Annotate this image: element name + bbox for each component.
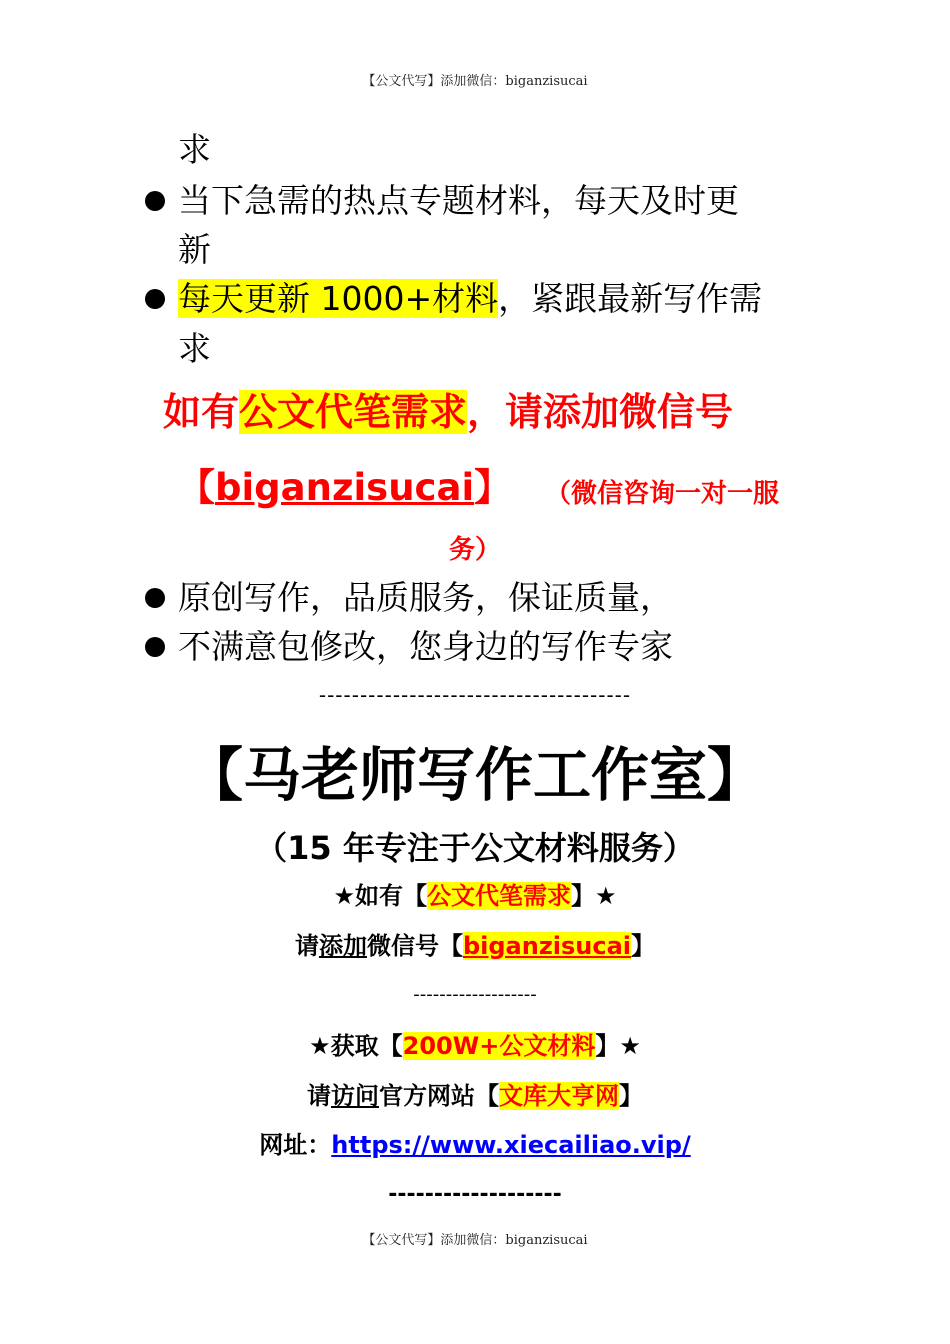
list-continuation: 求 bbox=[178, 130, 211, 169]
bracket-open: 【 bbox=[178, 466, 215, 509]
page-footer: 【公文代写】添加微信：biganzisucai bbox=[362, 1233, 588, 1248]
ad1-highlight: 公文代笔需求 bbox=[427, 882, 571, 910]
separator: ------------------- bbox=[413, 984, 537, 1005]
ad2-pre: 请 bbox=[294, 932, 319, 960]
ad4-mid: 官方网站【 bbox=[379, 1082, 499, 1110]
promo-consult-end: 务） bbox=[448, 535, 501, 565]
website-link[interactable]: https://www.xiecailiao.vip/ bbox=[331, 1131, 691, 1159]
ad3-highlight: 200W+公文材料 bbox=[402, 1032, 596, 1060]
promo-wechat bbox=[178, 464, 511, 512]
ad-line-5 bbox=[0, 1127, 950, 1163]
wechat-id[interactable]: biganzisucai bbox=[215, 466, 475, 509]
ad1-pre: ★如有【 bbox=[333, 882, 427, 910]
bullet-2-line2: 新 bbox=[178, 230, 211, 269]
ad4-underlined: 访问 bbox=[331, 1082, 379, 1110]
url-label: 网址： bbox=[259, 1131, 332, 1159]
bullet-4: 原创写作，品质服务，保证质量， bbox=[178, 578, 673, 617]
bullet-5: 不满意包修改，您身边的写作专家 bbox=[178, 627, 673, 666]
ad3-pre: ★获取【 bbox=[309, 1032, 403, 1060]
ad-line-1 bbox=[0, 878, 950, 914]
promo-post: ，请添加微信号 bbox=[467, 390, 734, 434]
bullet-2-line1: 当下急需的热点专题材料，每天及时更 bbox=[178, 181, 739, 220]
ad4-pre: 请 bbox=[307, 1082, 331, 1110]
ad-line-4 bbox=[0, 1078, 950, 1114]
separator: -------------------------------------- bbox=[318, 683, 632, 707]
promo-line1 bbox=[163, 388, 733, 436]
bullet-dot bbox=[145, 588, 165, 608]
separator: ------------------- bbox=[388, 1182, 562, 1207]
promo-pre: 如有 bbox=[163, 390, 240, 434]
bullet-dot bbox=[145, 289, 165, 309]
ad2-wechat-id[interactable]: biganzisucai bbox=[462, 932, 632, 960]
ad2-mid: 微信号【 bbox=[366, 932, 463, 960]
page-header: 【公文代写】添加微信：biganzisucai bbox=[362, 74, 588, 89]
bullet-dot bbox=[145, 191, 165, 211]
studio-subtitle: （15 年专注于公文材料服务） bbox=[255, 829, 695, 867]
studio-title: 【马老师写作工作室】 bbox=[184, 741, 765, 809]
ad2-post: 】 bbox=[631, 932, 656, 960]
bullet-3-highlight: 每天更新 1000+材料 bbox=[178, 279, 499, 318]
bracket-close: 】 bbox=[474, 466, 512, 509]
ad2-underlined: 添加 bbox=[318, 932, 367, 960]
ad3-post: 】★ bbox=[595, 1032, 641, 1060]
ad-line-2 bbox=[0, 928, 950, 964]
ad1-post: 】★ bbox=[571, 882, 617, 910]
promo-consult: （微信咨询一对一服 bbox=[545, 479, 780, 509]
bullet-3-line1 bbox=[178, 279, 762, 319]
promo-highlight: 公文代笔需求 bbox=[239, 390, 468, 434]
ad4-post: 】 bbox=[619, 1082, 643, 1110]
bullet-dot bbox=[145, 637, 165, 657]
bullet-3-rest: ，紧跟最新写作需 bbox=[498, 279, 763, 318]
bullet-3-line2: 求 bbox=[178, 329, 211, 368]
ad4-site-name: 文库大亨网 bbox=[499, 1082, 619, 1110]
ad-line-3 bbox=[0, 1028, 950, 1064]
